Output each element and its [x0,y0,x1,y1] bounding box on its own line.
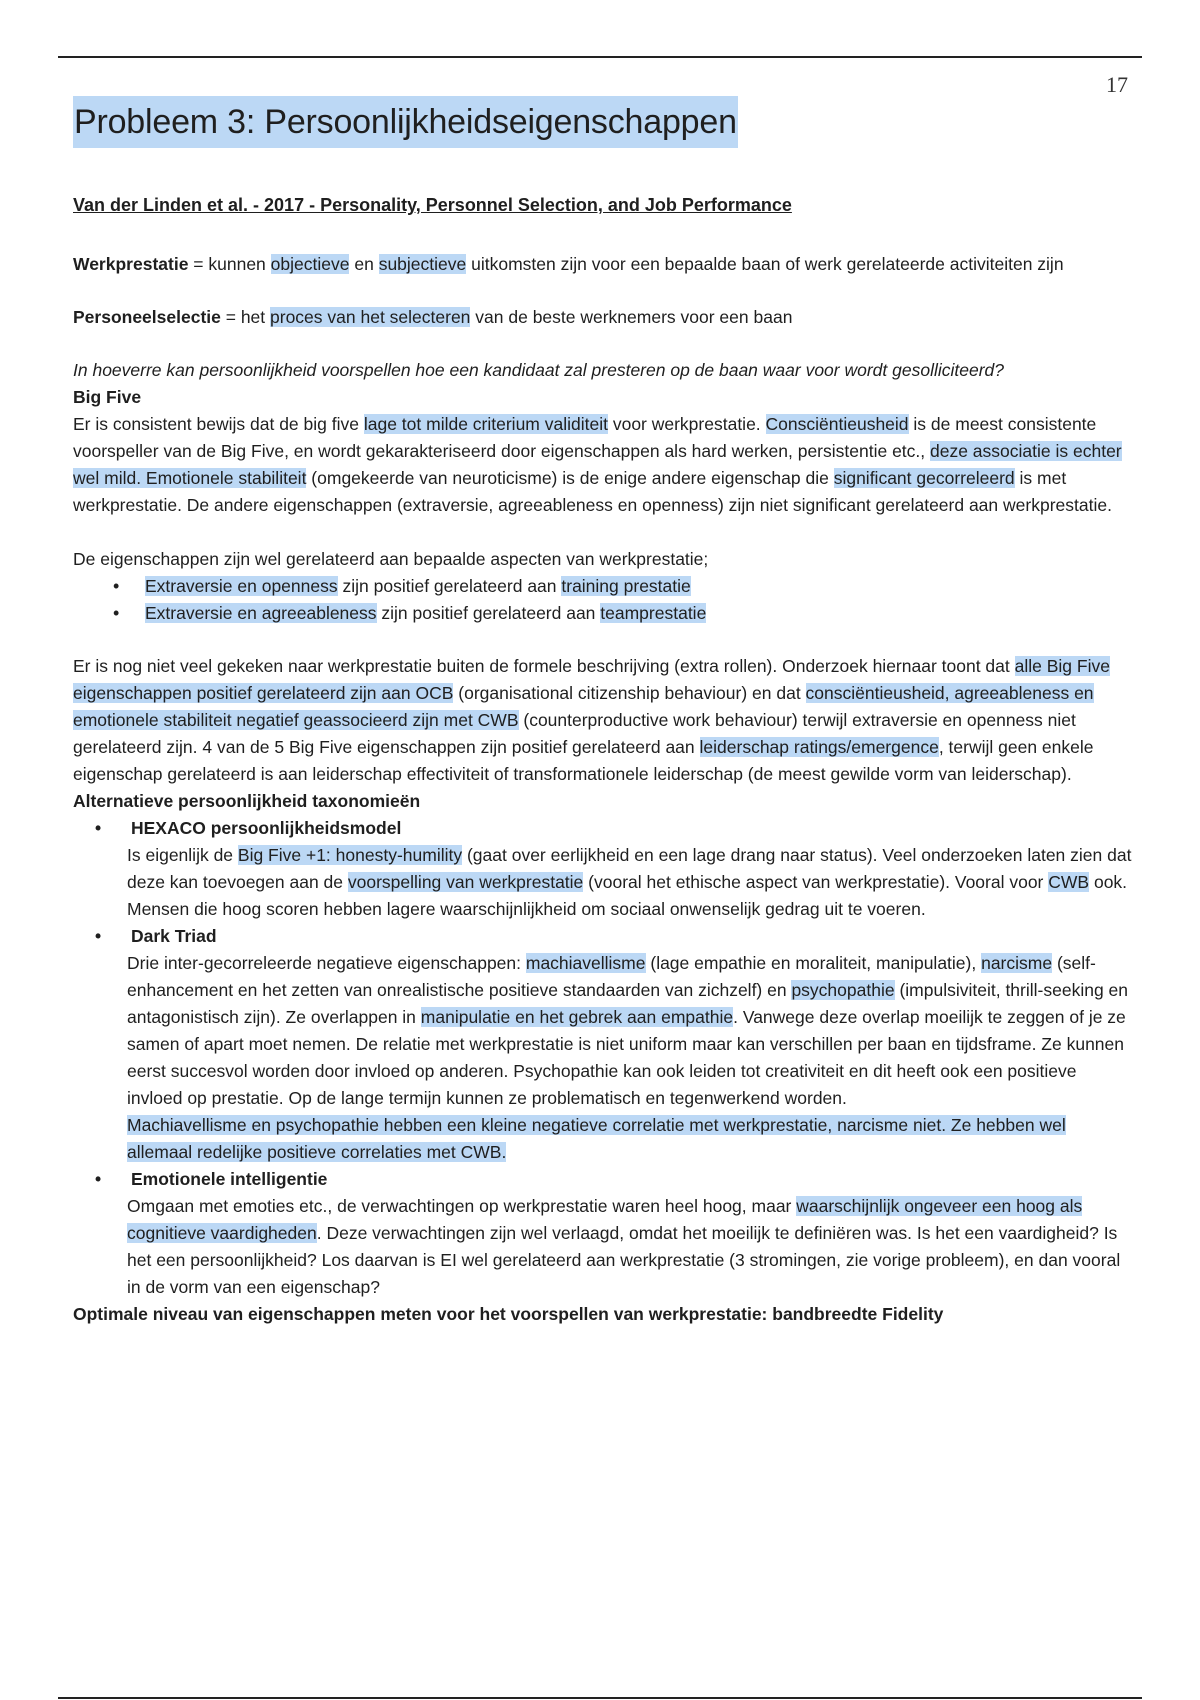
highlight: consciëntieusheid, agreeableness en emotionele stabiliteit negatief geassocieerd zijn met CWB [73,683,1094,730]
big-five-paragraph-2: Er is nog niet veel gekeken naar werkprestatie buiten de formele beschrijving (extra rollen). Onderzoek hiernaar toont dat alle Big Five eigenschappen positief gerelateerd zijn aan OCB (organisational citizenship behaviour) en dat consciëntieusheid, agreeableness en emotionele stabiliteit negatief geassocieerd zijn met CWB (counterproductive work behaviour) terwijl extraversie en openness niet gerelateerd zijn. 4 van de 5 Big Five eigenschappen zijn positief gerelateerd aan leiderschap ratings/emergence, terwijl geen enkele eigenschap gerelateerd is aan leiderschap effectiviteit of transformationele leiderschap (de meest gewilde vorm van leiderschap). [73,656,1110,784]
big-five-intro: De eigenschappen zijn wel gerelateerd aan bepaalde aspecten van werkprestatie; [73,549,709,569]
term: Personeelselectie [73,307,221,327]
highlight: alle Big Five eigenschappen positief gerelateerd zijn aan OCB [73,656,1110,703]
section-heading-bandwidth: Optimale niveau van eigenschappen meten voor het voorspellen van werkprestatie: bandbreedte Fidelity [73,1304,944,1324]
highlight: significant gecorreleerd [833,468,1015,488]
research-question: In hoeverre kan persoonlijkheid voorspellen hoe een kandidaat zal presteren op de baan waar voor wordt gesolliciteerd? [73,360,1005,380]
alternatives-list [73,815,1133,1301]
section-heading-alternatives: Alternatieve persoonlijkheid taxonomieën [73,791,421,811]
subheading-ei: • Emotionele intelligentie [113,1166,1133,1193]
highlight: subjectieve [378,254,467,274]
dark-triad-body: Drie inter-gecorreleerde negatieve eigenschappen: machiavellisme (lage empathie en moraliteit, manipulatie), narcisme (self-enhancement en het zetten van onrealistische positieve standaarden van zichzelf) en psychopathie (impulsiviteit, thrill-seeking en antagonistisch zijn). Ze overlappen in manipulatie en het gebrek aan empathie. Vanwege deze overlap moeilijk te zeggen of je ze samen of apart moet nemen. De relatie met werkprestatie is niet uniform maar kan verschillen per baan en tijdsframe. Ze kunnen eerst succesvol worden door invloed op anderen. Psychopathie kan ook leiden tot creativiteit en dit heeft ook een positieve invloed op prestatie. Op de lange termijn kunnen ze problematisch en tegenwerkend worden. Machiavellisme en psychopathie hebben een kleine negatieve correlatie met werkprestatie, narcisme niet. Ze hebben wel allemaal redelijke positieve correlaties met CWB. [127,953,1129,1162]
ei-body: Omgaan met emoties etc., de verwachtingen op werkprestatie waren heel hoog, maar waarschijnlijk ongeveer een hoog als cognitieve vaardigheden. Deze verwachtingen zijn wel verlaagd, omdat het moeilijk te definiëren was. Is het een vaardigheid? Is het een persoonlijkheid? Los daarvan is EI wel gerelateerd aan werkprestatie (3 stromingen, zie vorige probleem), en dan vooral in de vorm van een eigenschap? [127,1196,1121,1297]
highlight: Consciëntieusheid [765,414,909,434]
big-five-paragraph-1: Er is consistent bewijs dat de big five lage tot milde criterium validiteit voor werkprestatie. Consciëntieusheid is de meest consistente voorspeller van de Big Five, en wordt gekarakteriseerd door eigenschappen als hard werken, persistentie etc., deze associatie is echter wel mild. Emotionele stabiliteit (omgekeerde van neuroticisme) is de enige andere eigenschap die significant gecorreleerd is met werkprestatie. De andere eigenschappen (extraversie, agreeableness en openness) zijn niet significant gerelateerd aan werkprestatie. [73,414,1122,515]
definition-werkprestatie: Werkprestatie = kunnen objectieve en subjectieve uitkomsten zijn voor een bepaalde baan of werk gerelateerde activiteiten zijn [73,254,1064,274]
definition-personeelselectie: Personeelselectie = het proces van het selecteren van de beste werknemers voor een baan [73,307,793,327]
bottom-rule [58,1697,1142,1699]
list-item-hexaco [113,815,1133,923]
document-content [73,96,1133,1328]
list-item-ei [113,1166,1133,1301]
top-rule [58,56,1142,58]
hexaco-body: Is eigenlijk de Big Five +1: honesty-humility (gaat over eerlijkheid en een lage drang naar status). Veel onderzoeken laten zien dat deze kan toevoegen aan de voorspelling van werkprestatie (vooral het ethische aspect van werkprestatie). Vooral voor CWB ook. Mensen die hoog scoren hebben lagere waarschijnlijkheid om sociaal onwenselijk gedrag uit te voeren. [127,845,1132,919]
page-number: 17 [1106,72,1128,97]
page-title: Probleem 3: Persoonlijkheidseigenschappen [73,96,738,148]
subheading-dark-triad: • Dark Triad [113,923,1133,950]
highlight: leiderschap ratings/emergence [699,737,939,757]
list-item: • Extraversie en openness zijn positief gerelateerd aan training prestatie [113,573,1133,600]
subheading-hexaco: • HEXACO persoonlijkheidsmodel [113,815,1133,842]
section-heading-big-five: Big Five [73,387,142,407]
list-item: • Extraversie en agreeableness zijn positief gerelateerd aan teamprestatie [113,600,1133,627]
term: Werkprestatie [73,254,189,274]
highlight: proces van het selecteren [270,307,471,327]
source-citation: Van der Linden et al. - 2017 - Personality, Personnel Selection, and Job Performance [73,195,792,215]
highlight: deze associatie is echter wel mild. Emotionele stabiliteit [73,441,1122,488]
big-five-bullet-list [73,573,1133,627]
highlight: objectieve [270,254,350,274]
list-item-dark-triad [113,923,1133,1166]
highlight: lage tot milde criterium validiteit [363,414,608,434]
